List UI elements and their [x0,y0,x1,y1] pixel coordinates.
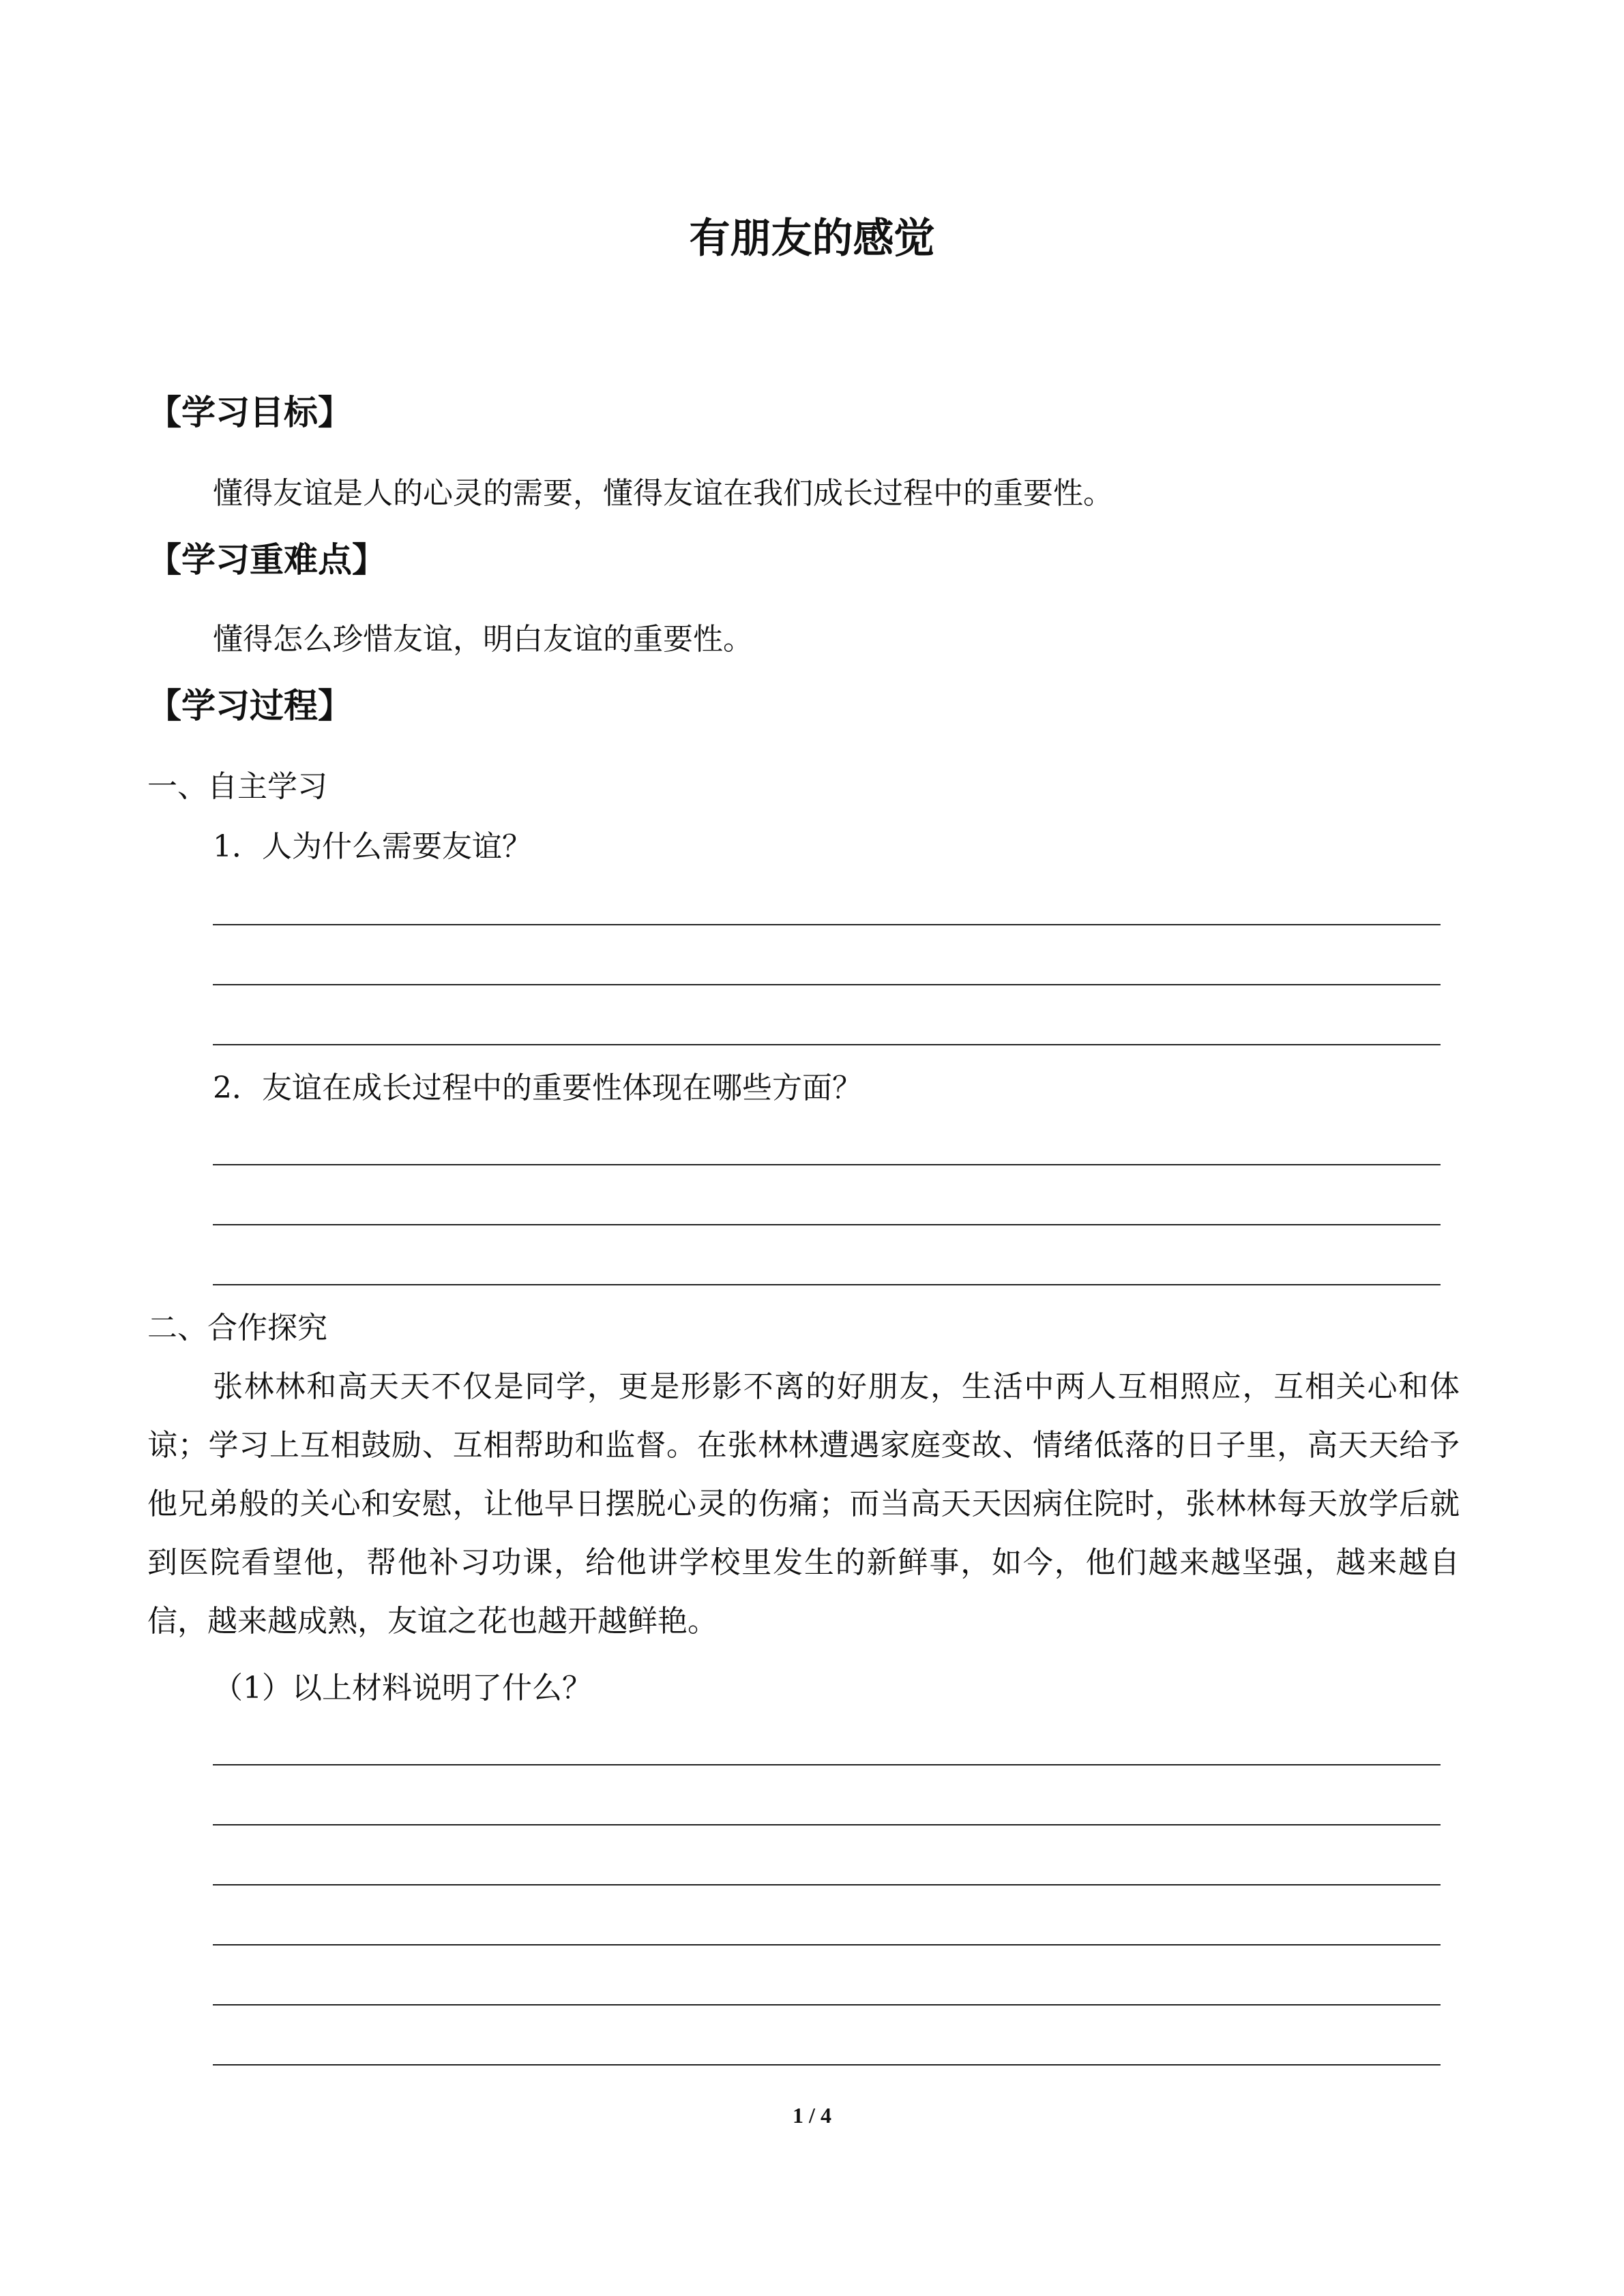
answer-line[interactable] [213,2004,1441,2006]
objectives-heading: 【学习目标】 [147,393,352,432]
answer-line[interactable] [213,1944,1441,1945]
part2-label: 二、合作探究 [147,1311,327,1345]
answer-line[interactable] [213,1164,1441,1165]
answer-line[interactable] [213,1224,1441,1225]
case-passage: 张林林和高天天不仅是同学，更是形影不离的好朋友，生活中两人互相照应，互相关心和体谅；学习上互相鼓励、互相帮助和监督。在张林林遭遇家庭变故、情绪低落的日子里，高天天给予他兄弟般的关心和安慰，让他早日摆脱心灵的伤痛；而当高天天因病住院时，张林林每天放学后就到医院看望他，帮他补习功课，给他讲学校里发生的新鲜事，如今，他们越来越坚强，越来越自信，越来越成熟，友谊之花也越开越鲜艳。 [147,1369,1460,1639]
answer-line[interactable] [213,1044,1441,1045]
page-title: 有朋友的感觉 [689,215,935,263]
answer-line[interactable] [213,924,1441,925]
answer-line[interactable] [213,1884,1441,1885]
answer-line[interactable] [213,2064,1441,2066]
key-points-body: 懂得怎么珍惜友谊，明白友谊的重要性。 [213,622,753,657]
key-points-heading: 【学习重难点】 [147,540,386,580]
answer-line[interactable] [213,984,1441,985]
objectives-body: 懂得友谊是人的心灵的需要，懂得友谊在我们成长过程中的重要性。 [213,476,1113,511]
part1-question-2: 2．友谊在成长过程中的重要性体现在哪些方面？ [213,1071,862,1105]
answer-line[interactable] [213,1764,1441,1765]
answer-line[interactable] [213,1824,1441,1825]
answer-line[interactable] [213,1284,1441,1285]
part1-label: 一、自主学习 [147,769,327,804]
part2-question-1: （1）以上材料说明了什么？ [213,1671,592,1705]
page-number: 1 / 4 [793,2103,831,2128]
part1-question-1: 1．人为什么需要友谊？ [213,829,532,864]
process-heading: 【学习过程】 [147,686,352,726]
